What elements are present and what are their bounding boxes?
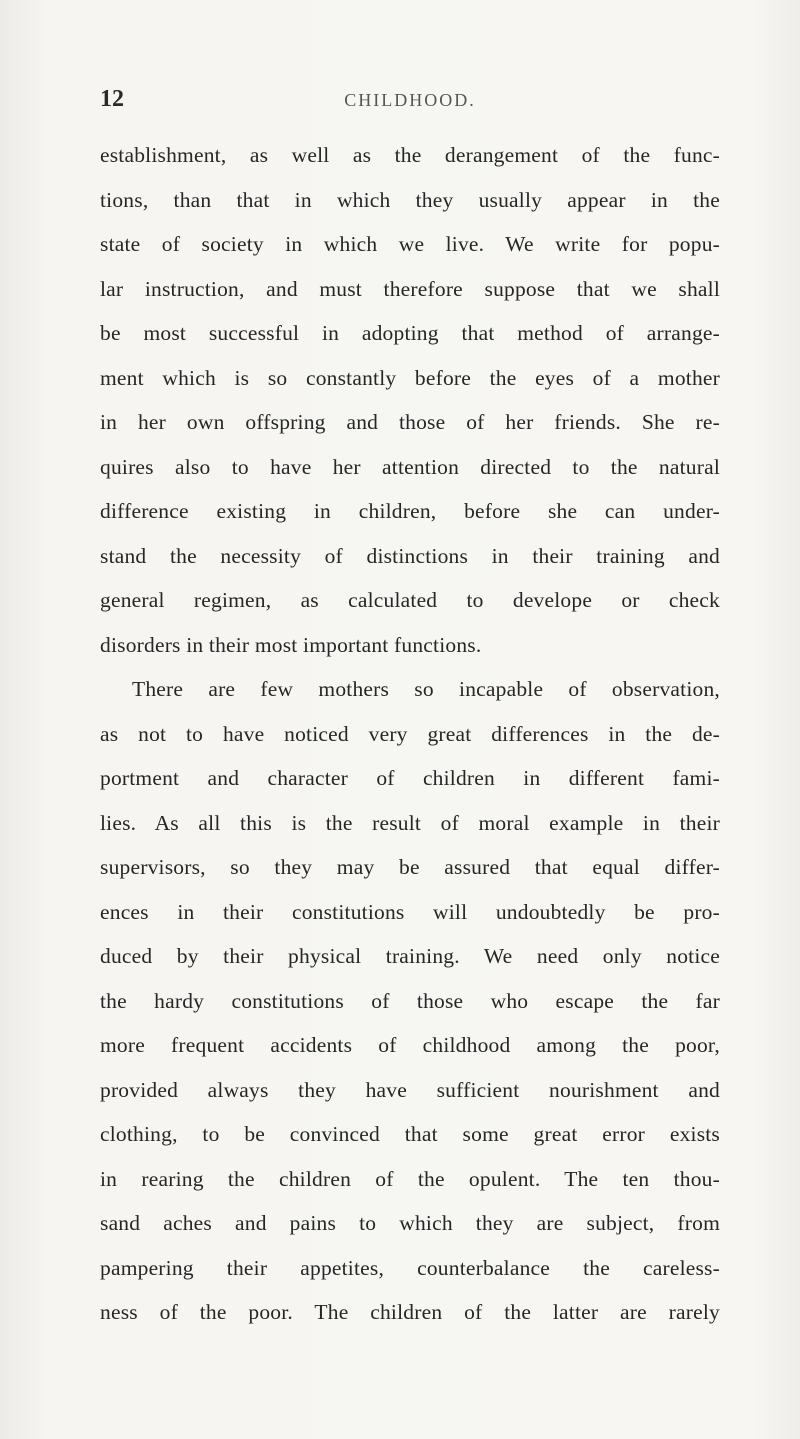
text-line: lies. As all this is the result of moral example in their <box>100 810 720 835</box>
text-line: more frequent accidents of childhood among the poor, <box>100 1033 720 1057</box>
text-line: disorders in their most important functions. <box>100 632 482 657</box>
text-line: quires also to have her attention directed to the natural <box>100 454 720 479</box>
text-line: ness of the poor. The children of the latter are rarely <box>100 1300 720 1324</box>
text-line: establishment, as well as the derangement of the func- <box>100 143 720 167</box>
paragraph-start-line: There are few mothers so incapable of observation, <box>132 677 720 701</box>
text-line: the hardy constitutions of those who escape the far <box>100 988 720 1013</box>
text-line: provided always they have sufficient nourishment and <box>100 1077 720 1102</box>
text-line: in rearing the children of the opulent. The ten thou- <box>100 1166 720 1191</box>
text-line: tions, than that in which they usually appear in the <box>100 187 720 212</box>
text-line: lar instruction, and must therefore suppose that we shall <box>100 276 720 301</box>
running-header <box>100 86 720 116</box>
running-title: CHILDHOOD. <box>344 90 476 110</box>
text-line: pampering their appetites, counterbalance the careless- <box>100 1255 720 1280</box>
text-line: ment which is so constantly before the eyes of a mother <box>100 365 720 390</box>
text-line: stand the necessity of distinctions in their training and <box>100 543 720 568</box>
text-line: supervisors, so they may be assured that equal differ- <box>100 855 720 879</box>
text-line: duced by their physical training. We need only notice <box>100 944 720 968</box>
text-line: difference existing in children, before she can under- <box>100 499 720 523</box>
text-line: state of society in which we live. We write for popu- <box>100 232 720 256</box>
page-number: 12 <box>100 86 124 112</box>
text-line: be most successful in adopting that method of arrange- <box>100 321 720 345</box>
text-line: portment and character of children in different fami- <box>100 766 720 790</box>
text-line: as not to have noticed very great differences in the de- <box>100 721 720 746</box>
text-line: general regimen, as calculated to develope or check <box>100 588 720 612</box>
text-line: sand aches and pains to which they are subject, from <box>100 1211 720 1235</box>
body-text <box>100 133 720 1335</box>
text-line: in her own offspring and those of her friends. She re- <box>100 410 720 434</box>
text-line: ences in their constitutions will undoubtedly be pro- <box>100 899 720 924</box>
text-line: clothing, to be convinced that some great error exists <box>100 1122 720 1146</box>
